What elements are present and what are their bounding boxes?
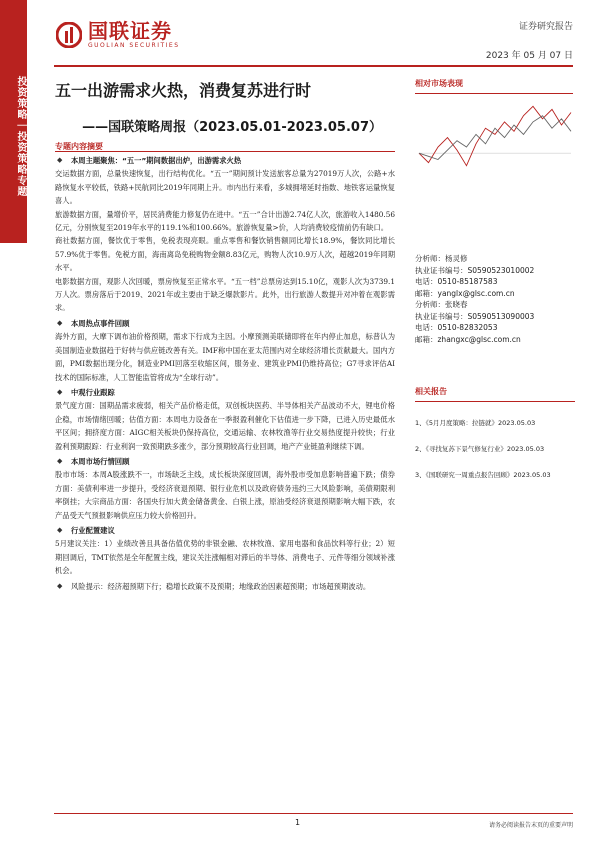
section-heading: ◆ 本周热点事件回顾 bbox=[55, 317, 395, 330]
main-content bbox=[55, 152, 395, 593]
paragraph-industry: 景气度方面：国期品需求疲弱，相关产品价格走低，双创板块医药、半导体相关产品波动不大，锂电价格企稳，市场情绪回暖；估值方面：本周电力设备在一季报盈利催化下估值进一步下降，已进入历史最低水平区间；拥挤度方面：AIGC相关板块仍保持高位，交通运输、农林牧渔等行业交易热度提升较快；行业盈利预期跟踪：行业利润一致预期跌多涨少，部分预期较高行业回调，地产产业链盈利继续下调。 bbox=[55, 401, 395, 451]
page-number: 1 bbox=[294, 818, 301, 827]
paragraph-film: 电影数据方面，观影人次回暖，票房恢复至正常水平。“五一档”总票房达到15.10亿，观影人次为3739.1万人次。票房落后于2019、2021年或主要由于缺乏爆款影片。此外，出行旅游人数提升对冲着在观影需求。 bbox=[55, 276, 395, 313]
analyst-name: 张晓春 bbox=[445, 300, 468, 309]
report-type: 证券研究报告 bbox=[518, 22, 573, 32]
analyst-block bbox=[415, 253, 534, 345]
related-report-link[interactable]: 1、《5月月度策略：拉链就》2023.05.03 bbox=[415, 419, 536, 427]
market-heading: 相对市场表现 bbox=[415, 79, 463, 88]
brand-logo bbox=[56, 20, 180, 49]
paragraph-tourism: 旅游数据方面，量增价平，居民消费能力修复仍在进中。“五一”合计出游2.74亿人次，旅游收入1480.56亿元，分别恢复至2019年水平的119.1%和100.66%。旅游恢复量>价，人均消费较疫情前仍有缺口。 bbox=[55, 209, 395, 233]
paragraph-events: 海外方面，大摩下调布油价格预期，需求下行成为主因。小摩预测美联储即将在年内停止加息，标普认为美国制造业数据趋于好转与供应链改善有关。IMF称中国在亚太范围内对全球经济增长贡献最大。国内方面，PMI数据出现分化，制造业PMI回落至收缩区间，服务业、建筑业PMI仍维持高位；G7寻求评估AI技术的国际标准，人工智能监管将成为“全球行动”。 bbox=[55, 332, 395, 382]
section-heading: ◆ 本周市场行情回顾 bbox=[55, 455, 395, 468]
summary-heading: 专题内容摘要 bbox=[55, 142, 103, 151]
side-tab: 投资策略｜投资策略专题 bbox=[0, 0, 27, 243]
analyst-name: 杨灵修 bbox=[445, 254, 468, 263]
analyst-role: 分析师： bbox=[415, 254, 445, 263]
footer-divider bbox=[54, 813, 573, 814]
footer-disclaimer: 请务必阅读报告末页的重要声明 bbox=[488, 822, 573, 829]
analyst-email[interactable]: 邮箱：zhangxc@glsc.com.cn bbox=[415, 334, 521, 344]
report-title: 五一出游需求火热，消费复苏进行时 bbox=[55, 81, 312, 100]
brand-logo-icon bbox=[56, 22, 82, 48]
chart-series-line bbox=[419, 106, 571, 165]
analyst-cert: 执业证书编号：S0590513090003 bbox=[415, 311, 535, 321]
paragraph-retail: 商社数据方面，餐饮优于零售，免税表现亮眼。重点零售和餐饮销售额同比增长18.9%，餐饮同比增长57.9%优于零售。免税方面，海南离岛免税购物金额8.83亿元，购物人次10.9万人次，超越2019年同期水平。 bbox=[55, 236, 395, 273]
related-report-link[interactable]: 2、《寻找复苏下景气修复行业》2023.05.03 bbox=[415, 445, 545, 453]
analyst-phone: 电话：0510-82832053 bbox=[415, 323, 498, 332]
relative-performance-chart bbox=[415, 94, 575, 180]
analyst-cert: 执业证书编号：S0590523010002 bbox=[415, 265, 535, 275]
header-divider bbox=[54, 65, 573, 67]
paragraph-transport: 交运数据方面，总量快速恢复，出行结构优化。“五一”期间预计发送旅客总量为27019万人次，公路+水路恢复水平较低，铁路+民航同比2019年同期上升。市内出行来看，多城拥堵延时指数、地铁客运量恢复喜人。 bbox=[55, 169, 395, 206]
related-heading: 相关报告 bbox=[415, 387, 447, 396]
section-heading: ◆ 本周主题聚焦：“五一”期间数据出炉，出游需求火热 bbox=[55, 154, 395, 167]
report-date: 2023 年 05 月 07 日 bbox=[485, 51, 573, 61]
related-reports bbox=[415, 386, 575, 480]
analyst-role: 分析师： bbox=[415, 300, 445, 309]
paragraph-market: 股市市场：本周A股涨跌不一，市场缺乏主线，成长板块深度回调，海外股市受加息影响普遍下跌；债券方面：美债利率进一步提升，受经济衰退预期、银行业危机以及政府债务违约三大风险影响，美债期限利率倒挂；大宗商品方面：各国央行加大黄金储备黄金、白银上涨，原油受经济衰退预期影响大幅下跌，农产品受天气预报影响供应压力较大价格回升。 bbox=[55, 470, 395, 520]
section-heading: ◆ 中观行业跟踪 bbox=[55, 386, 395, 399]
analyst-phone: 电话：0510-85187583 bbox=[415, 277, 498, 286]
section-heading: ◆ 行业配置建议 bbox=[55, 524, 395, 537]
report-subtitle: ——国联策略周报（2023.05.01-2023.05.07） bbox=[82, 120, 382, 135]
brand-name-cn: 国联证券 bbox=[88, 19, 172, 43]
paragraph-allocation: 5月建议关注：1）业绩改善且具备估值优势的非银金融、农林牧渔、家用电器和食品饮料等行业；2）短期回调后，TMT依然是全年配置主线，建议关注涨幅相对滞后的半导体、消费电子、元件等细分领域补涨机会。 bbox=[55, 539, 395, 576]
related-divider bbox=[415, 401, 575, 402]
related-report-link[interactable]: 3、《国联研究一周重点报告回顾》2023.05.03 bbox=[415, 471, 551, 479]
risk-warning: ◆ 风险提示：经济超预期下行；稳增长政策不及预期；地缘政治因素超预期；市场超预期波动。 bbox=[55, 580, 395, 593]
analyst-email[interactable]: 邮箱：yanglx@glsc.com.cn bbox=[415, 288, 515, 298]
brand-name-en: GUOLIAN SECURITIES bbox=[88, 42, 180, 49]
